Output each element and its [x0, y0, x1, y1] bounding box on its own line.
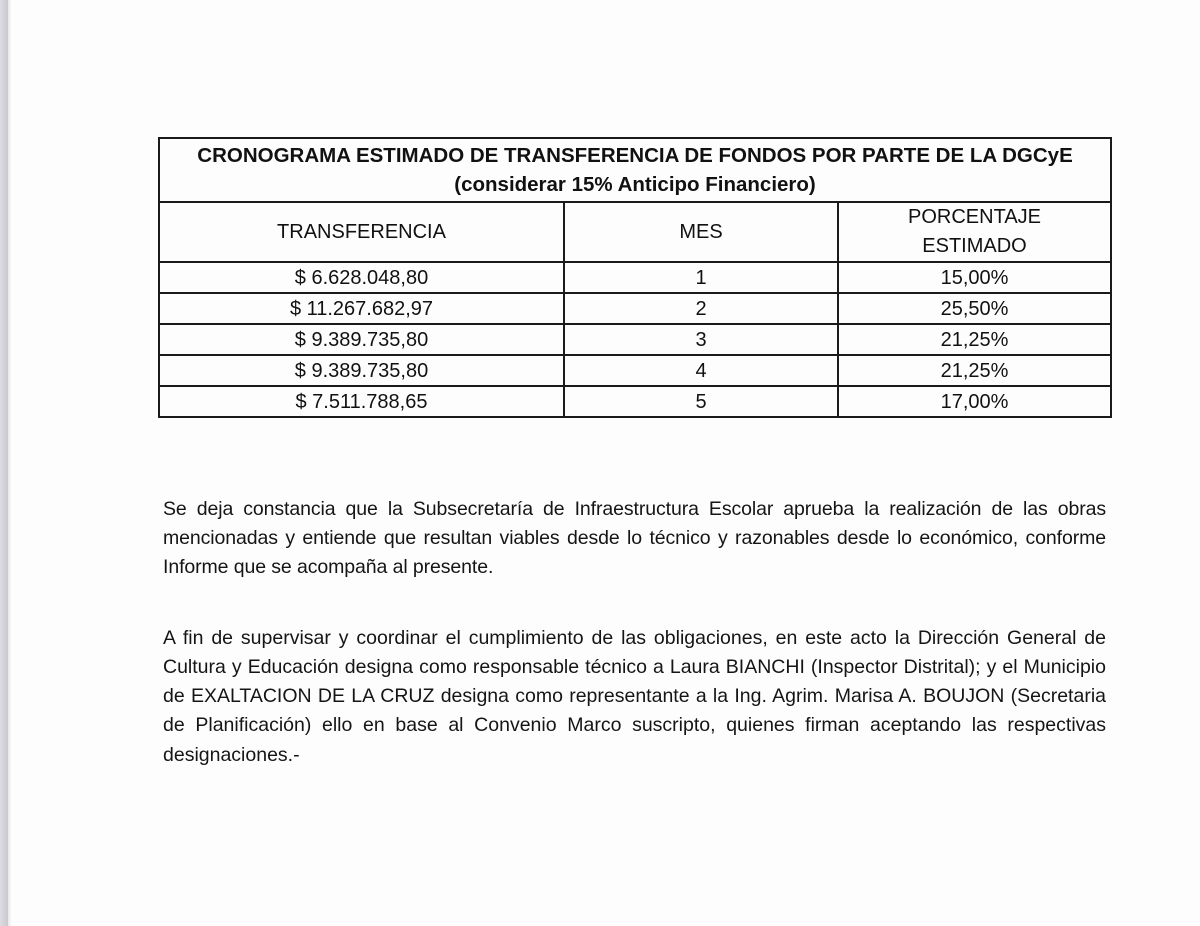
header-porcentaje: PORCENTAJE ESTIMADO: [838, 202, 1111, 262]
cell-transferencia: $ 11.267.682,97: [159, 293, 564, 324]
cell-transferencia: $ 9.389.735,80: [159, 324, 564, 355]
cell-porcentaje: 21,25%: [838, 324, 1111, 355]
cell-mes: 4: [564, 355, 838, 386]
table-row: [159, 355, 1111, 386]
cell-porcentaje: 21,25%: [838, 355, 1111, 386]
page-edge-shadow: [8, 0, 11, 926]
cell-mes: 1: [564, 262, 838, 293]
transfer-schedule-table: [158, 137, 1112, 418]
paragraph-constancia: Se deja constancia que la Subsecretaría de Infraestructura Escolar aprueba la realización de las obras mencionadas y entiende que resultan viables desde lo técnico y razonables desde lo económico, conforme Informe que se acompaña al presente.: [163, 497, 1106, 579]
table-row: [159, 324, 1111, 355]
header-transferencia: TRANSFERENCIA: [159, 202, 564, 262]
cell-mes: 2: [564, 293, 838, 324]
page-left-edge: [0, 0, 8, 926]
table-title: CRONOGRAMA ESTIMADO DE TRANSFERENCIA DE FONDOS POR PARTE DE LA DGCyE (considerar 15% Anticipo Financiero): [159, 138, 1111, 202]
header-mes: MES: [564, 202, 838, 262]
table-row: [159, 386, 1111, 417]
cell-mes: 5: [564, 386, 838, 417]
cell-transferencia: $ 7.511.788,65: [159, 386, 564, 417]
cell-transferencia: $ 6.628.048,80: [159, 262, 564, 293]
cell-mes: 3: [564, 324, 838, 355]
table-row: [159, 262, 1111, 293]
paragraph-designaciones: A fin de supervisar y coordinar el cumplimiento de las obligaciones, en este acto la Dirección General de Cultura y Educación designa como responsable técnico a Laura BIANCHI (Inspector Distrital); y el Municipio de EXALTACION DE LA CRUZ designa como representante a la Ing. Agrim. Marisa A. BOUJON (Secretaria de Planificación) ello en base al Convenio Marco suscripto, quienes firman aceptando las respectivas designaciones.-: [163, 626, 1106, 766]
cell-porcentaje: 17,00%: [838, 386, 1111, 417]
cell-porcentaje: 25,50%: [838, 293, 1111, 324]
cell-transferencia: $ 9.389.735,80: [159, 355, 564, 386]
table-header-row: [159, 202, 1111, 262]
cell-porcentaje: 15,00%: [838, 262, 1111, 293]
table-row: [159, 293, 1111, 324]
